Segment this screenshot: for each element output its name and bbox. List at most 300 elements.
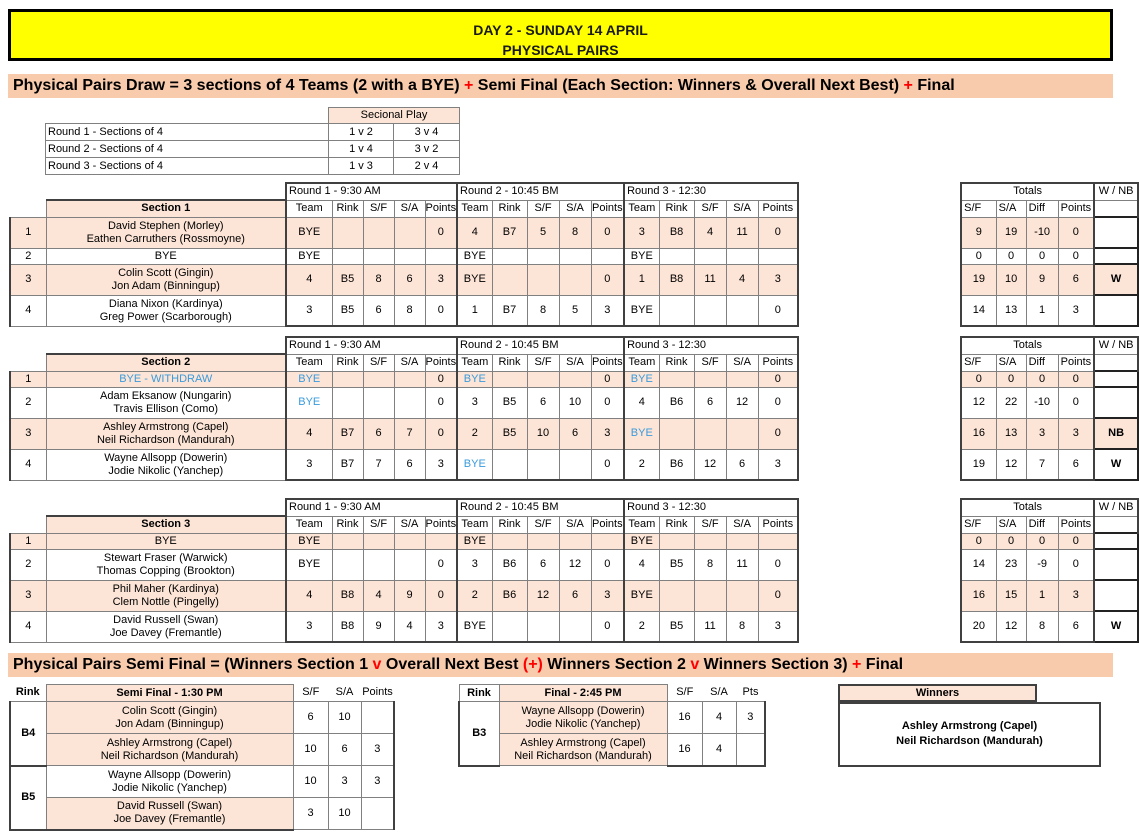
- total-diff: 7: [1026, 449, 1058, 480]
- player-2: Travis Ellison (Como): [113, 402, 219, 415]
- total-points: 0: [1058, 387, 1094, 418]
- round1-header: Round 1 - 9:30 AM: [286, 337, 457, 354]
- player-1: Phil Maher (Kardinya): [112, 582, 219, 595]
- points-cell: 0: [591, 264, 624, 295]
- total-sa: 19: [996, 217, 1026, 248]
- sa-cell: 7: [394, 418, 425, 449]
- total-diff: 0: [1026, 248, 1058, 264]
- team-cell: 3: [286, 449, 332, 480]
- total-sf: 20: [961, 611, 996, 642]
- winners-header: Winners: [838, 684, 1037, 702]
- points-cell: 3: [758, 264, 798, 295]
- match-b: 2 v 4: [394, 158, 460, 175]
- sa-cell: 8: [394, 295, 425, 326]
- winners-box: [838, 702, 1101, 767]
- rink-cell: [332, 387, 363, 418]
- sf-cell: [527, 371, 559, 387]
- winner-player-1: Ashley Armstrong (Capel): [901, 720, 1038, 732]
- team-col-header: Team: [457, 200, 492, 217]
- player-1: BYE: [154, 534, 177, 547]
- final-rink-header: Rink: [459, 685, 499, 702]
- total-points: 0: [1058, 248, 1094, 264]
- player-2: Neil Richardson (Mandurah): [100, 749, 239, 762]
- sf-cell: [527, 248, 559, 264]
- rink-cell: [659, 580, 694, 611]
- team-cell: BYE: [286, 549, 332, 580]
- rink-cell: B7: [332, 418, 363, 449]
- points-cell: 0: [425, 418, 457, 449]
- sf-cell: [694, 371, 726, 387]
- sa-cell: 6: [559, 418, 591, 449]
- semi-sf: 6: [293, 702, 328, 734]
- team-row: [10, 371, 1138, 387]
- team-players: [46, 264, 286, 295]
- rink-cell: [332, 549, 363, 580]
- row-number: 1: [10, 217, 46, 248]
- total-sa: 13: [996, 418, 1026, 449]
- team-col-header: Team: [624, 354, 659, 371]
- player-1: BYE: [154, 249, 177, 262]
- semi-sa-header: S/A: [335, 686, 354, 699]
- sf-cell: [694, 295, 726, 326]
- total-sf: 14: [961, 549, 996, 580]
- wnb-header: W / NB: [1094, 337, 1138, 354]
- points-cell: 3: [591, 295, 624, 326]
- rink-cell: [492, 371, 527, 387]
- plus-sign: +: [903, 77, 913, 94]
- wnb-cell: NB: [1094, 418, 1138, 449]
- points-cell: 3: [425, 449, 457, 480]
- sf-col-header: S/F: [527, 516, 559, 533]
- sa-cell: [726, 248, 758, 264]
- player-2: Jon Adam (Binningup): [111, 279, 220, 292]
- sf-col-header: S/F: [694, 354, 726, 371]
- totals-header: Totals: [961, 337, 1094, 354]
- team-col-header: Team: [624, 200, 659, 217]
- round1-header: Round 1 - 9:30 AM: [286, 183, 457, 200]
- points-col-header: Points: [425, 354, 457, 371]
- wnb-cell: W: [1094, 611, 1138, 642]
- wnb-header: W / NB: [1094, 499, 1138, 516]
- rink-cell: [332, 248, 363, 264]
- player-1: Colin Scott (Gingin): [118, 266, 214, 279]
- row-number: 3: [10, 418, 46, 449]
- sf-col-header: S/F: [363, 354, 394, 371]
- team-row: [10, 549, 1138, 580]
- points-cell: 0: [591, 371, 624, 387]
- versus-mark: v: [372, 656, 382, 673]
- round2-header: Round 2 - 10:45 BM: [457, 183, 624, 200]
- final-pts: 3: [736, 702, 765, 734]
- wnb-header: W / NB: [1094, 183, 1138, 200]
- sa-cell: 8: [559, 217, 591, 248]
- sf-col-header: S/F: [363, 200, 394, 217]
- sf-cell: 11: [694, 264, 726, 295]
- team-players: [46, 418, 286, 449]
- team-players: [46, 533, 286, 549]
- row-number: 3: [10, 264, 46, 295]
- section-table: [9, 182, 1139, 327]
- total-sf: 0: [961, 533, 996, 549]
- sa-cell: [559, 264, 591, 295]
- team-cell: BYE: [457, 248, 492, 264]
- total-sa-header: S/A: [996, 200, 1026, 217]
- totals-header: Totals: [961, 499, 1094, 516]
- section-title: Section 1: [46, 200, 286, 217]
- points-col-header: Points: [425, 200, 457, 217]
- total-points: 0: [1058, 217, 1094, 248]
- team-cell: 4: [286, 580, 332, 611]
- points-col-header: Points: [758, 354, 798, 371]
- total-diff: 0: [1026, 533, 1058, 549]
- day-banner: [8, 9, 1113, 61]
- points-cell: 0: [425, 580, 457, 611]
- final-sa: 4: [702, 734, 736, 766]
- rink-cell: B7: [492, 217, 527, 248]
- sa-col-header: S/A: [559, 516, 591, 533]
- total-points: 3: [1058, 580, 1094, 611]
- sa-col-header: S/A: [394, 516, 425, 533]
- total-diff-header: Diff: [1026, 354, 1058, 371]
- team-players: [46, 217, 286, 248]
- semi-rink: B4: [10, 702, 46, 766]
- total-points: 3: [1058, 295, 1094, 326]
- team-players: [46, 611, 286, 642]
- team-players: [46, 549, 286, 580]
- sf-cell: [363, 387, 394, 418]
- total-points: 0: [1058, 533, 1094, 549]
- points-cell: 3: [425, 611, 457, 642]
- total-sf: 19: [961, 264, 996, 295]
- rink-cell: B6: [659, 449, 694, 480]
- rink-cell: B6: [492, 549, 527, 580]
- total-sa: 12: [996, 449, 1026, 480]
- team-cell: 2: [457, 418, 492, 449]
- team-cell: BYE: [624, 533, 659, 549]
- team-cell: BYE: [286, 217, 332, 248]
- points-cell: [591, 533, 624, 549]
- semi-final-table: [9, 684, 395, 831]
- sf-cell: 5: [527, 217, 559, 248]
- total-sf: 12: [961, 387, 996, 418]
- rink-cell: [659, 418, 694, 449]
- player-2: Jodie Nikolic (Yanchep): [525, 717, 641, 730]
- sa-cell: [559, 611, 591, 642]
- sa-cell: [559, 533, 591, 549]
- sf-cell: [694, 580, 726, 611]
- player-2: Thomas Copping (Brookton): [96, 564, 235, 577]
- points-cell: 0: [591, 217, 624, 248]
- semi-team-players: [46, 734, 293, 766]
- final-team-players: [499, 734, 667, 766]
- sectional-row: [46, 158, 460, 175]
- rink-col-header: Rink: [332, 354, 363, 371]
- points-cell: 0: [758, 580, 798, 611]
- points-cell: 0: [591, 549, 624, 580]
- sa-cell: [559, 248, 591, 264]
- total-sa: 23: [996, 549, 1026, 580]
- semi-text-2: Overall Next Best: [381, 656, 523, 673]
- semi-sa: 10: [328, 702, 361, 734]
- sectional-play-header: Secional Play: [329, 108, 460, 124]
- team-cell: BYE: [457, 371, 492, 387]
- final-team-row: [459, 702, 765, 734]
- sf-col-header: S/F: [694, 200, 726, 217]
- player-2: Jon Adam (Binningup): [115, 717, 224, 730]
- total-diff-header: Diff: [1026, 200, 1058, 217]
- team-col-header: Team: [457, 516, 492, 533]
- rink-cell: B8: [332, 580, 363, 611]
- semi-sa: 6: [328, 734, 361, 766]
- semi-pts: 3: [361, 766, 394, 798]
- wnb-cell: [1094, 387, 1138, 418]
- total-diff: 9: [1026, 264, 1058, 295]
- sa-cell: [726, 295, 758, 326]
- sa-col-header: S/A: [559, 354, 591, 371]
- final-title: Final - 2:45 PM: [499, 685, 667, 702]
- wnb-cell: [1094, 371, 1138, 387]
- player-2: Neil Richardson (Mandurah): [96, 433, 235, 446]
- team-row: [10, 580, 1138, 611]
- points-col-header: Points: [425, 516, 457, 533]
- rink-col-header: Rink: [492, 200, 527, 217]
- round3-header: Round 3 - 12:30: [624, 337, 798, 354]
- row-number: 2: [10, 387, 46, 418]
- team-players: [46, 295, 286, 326]
- total-points: 6: [1058, 449, 1094, 480]
- total-sf: 19: [961, 449, 996, 480]
- row-number: 4: [10, 611, 46, 642]
- semi-pts: 3: [361, 734, 394, 766]
- sa-cell: 4: [394, 611, 425, 642]
- banner-event: PHYSICAL PAIRS: [502, 42, 619, 58]
- wnb-cell: [1094, 549, 1138, 580]
- semi-rink-header: Rink: [15, 686, 40, 699]
- total-diff: 8: [1026, 611, 1058, 642]
- player-2: Neil Richardson (Mandurah): [514, 749, 652, 762]
- points-cell: 3: [758, 611, 798, 642]
- team-col-header: Team: [457, 354, 492, 371]
- sf-cell: [527, 533, 559, 549]
- sa-col-header: S/A: [726, 516, 758, 533]
- sa-cell: [559, 449, 591, 480]
- final-team-row: [459, 734, 765, 766]
- rink-cell: [492, 264, 527, 295]
- sf-cell: 10: [527, 418, 559, 449]
- total-sf: 9: [961, 217, 996, 248]
- total-diff: 3: [1026, 418, 1058, 449]
- sf-cell: 8: [694, 549, 726, 580]
- final-table: [458, 684, 766, 767]
- team-players: [46, 449, 286, 480]
- round-label: Round 2 - Sections of 4: [46, 141, 329, 158]
- team-players: [46, 371, 286, 387]
- row-number: 2: [10, 248, 46, 264]
- points-cell: 0: [758, 549, 798, 580]
- sa-cell: 12: [726, 387, 758, 418]
- semi-sf-header: S/F: [302, 686, 320, 699]
- player-2: Joe Davey (Fremantle): [113, 813, 226, 826]
- total-diff: -10: [1026, 217, 1058, 248]
- team-cell: BYE: [457, 264, 492, 295]
- match-a: 1 v 2: [329, 124, 394, 141]
- final-sa: 4: [702, 702, 736, 734]
- sa-cell: 12: [559, 549, 591, 580]
- sf-cell: [363, 248, 394, 264]
- team-players: [46, 580, 286, 611]
- rink-cell: B5: [332, 295, 363, 326]
- rink-cell: B7: [492, 295, 527, 326]
- points-cell: 3: [425, 264, 457, 295]
- total-points-header: Points: [1058, 200, 1094, 217]
- semi-points-header: Points: [362, 686, 393, 699]
- points-cell: [758, 533, 798, 549]
- sa-cell: 4: [726, 264, 758, 295]
- row-number: 3: [10, 580, 46, 611]
- total-sa: 10: [996, 264, 1026, 295]
- sa-cell: [394, 371, 425, 387]
- semi-team-players: [46, 798, 293, 830]
- total-points: 6: [1058, 611, 1094, 642]
- rink-cell: B5: [332, 264, 363, 295]
- team-cell: 4: [286, 418, 332, 449]
- team-cell: 3: [624, 217, 659, 248]
- team-cell: 4: [624, 387, 659, 418]
- player-1: BYE - WITHDRAW: [119, 372, 213, 385]
- rink-cell: [659, 248, 694, 264]
- round3-header: Round 3 - 12:30: [624, 183, 798, 200]
- total-sf: 0: [961, 371, 996, 387]
- team-cell: BYE: [286, 248, 332, 264]
- sf-cell: 12: [527, 580, 559, 611]
- rink-cell: B5: [659, 611, 694, 642]
- team-cell: BYE: [624, 248, 659, 264]
- row-number: 1: [10, 533, 46, 549]
- match-b: 3 v 4: [394, 124, 460, 141]
- total-diff: -10: [1026, 387, 1058, 418]
- sa-col-header: S/A: [726, 354, 758, 371]
- round1-header: Round 1 - 9:30 AM: [286, 499, 457, 516]
- team-cell: BYE: [624, 580, 659, 611]
- total-points: 6: [1058, 264, 1094, 295]
- semi-team-row: [10, 734, 394, 766]
- sf-cell: 8: [363, 264, 394, 295]
- rink-col-header: Rink: [659, 354, 694, 371]
- round2-header: Round 2 - 10:45 BM: [457, 337, 624, 354]
- winner-player-2: Neil Richardson (Mandurah): [896, 735, 1043, 747]
- rink-col-header: Rink: [659, 516, 694, 533]
- team-cell: 2: [457, 580, 492, 611]
- sa-col-header: S/A: [394, 200, 425, 217]
- plus-sign: +: [464, 77, 474, 94]
- semi-sf: 3: [293, 798, 328, 830]
- semi-team-row: [10, 702, 394, 734]
- final-pts: [736, 734, 765, 766]
- sf-cell: [694, 418, 726, 449]
- sa-cell: 6: [394, 449, 425, 480]
- rink-cell: B8: [332, 611, 363, 642]
- team-cell: BYE: [286, 533, 332, 549]
- sa-cell: [394, 217, 425, 248]
- points-col-header: Points: [591, 516, 624, 533]
- sf-cell: 4: [694, 217, 726, 248]
- player-1: Ashley Armstrong (Capel): [520, 736, 646, 749]
- sf-cell: [363, 533, 394, 549]
- rink-col-header: Rink: [332, 200, 363, 217]
- total-diff: 0: [1026, 371, 1058, 387]
- draw-header-bar: [8, 74, 1113, 98]
- rink-cell: B5: [659, 549, 694, 580]
- rink-cell: B5: [492, 387, 527, 418]
- sf-cell: [363, 549, 394, 580]
- rink-col-header: Rink: [492, 354, 527, 371]
- sf-cell: 6: [527, 549, 559, 580]
- team-cell: 3: [457, 387, 492, 418]
- rink-cell: [332, 371, 363, 387]
- sa-col-header: S/A: [726, 200, 758, 217]
- team-row: [10, 217, 1138, 248]
- player-1: Wayne Allsopp (Dowerin): [107, 768, 232, 781]
- total-diff: 1: [1026, 295, 1058, 326]
- player-1: Ashley Armstrong (Capel): [106, 736, 233, 749]
- player-1: Stewart Fraser (Warwick): [103, 551, 228, 564]
- semi-pts: [361, 702, 394, 734]
- player-1: David Stephen (Morley): [107, 219, 224, 232]
- points-col-header: Points: [591, 200, 624, 217]
- total-sa: 0: [996, 371, 1026, 387]
- rink-cell: [492, 533, 527, 549]
- sa-cell: [394, 549, 425, 580]
- points-cell: 3: [758, 449, 798, 480]
- total-points-header: Points: [1058, 516, 1094, 533]
- sf-cell: 6: [694, 387, 726, 418]
- round-label: Round 1 - Sections of 4: [46, 124, 329, 141]
- total-sf: 14: [961, 295, 996, 326]
- total-sa: 0: [996, 533, 1026, 549]
- total-sf: 0: [961, 248, 996, 264]
- rink-cell: [492, 611, 527, 642]
- sf-cell: [363, 217, 394, 248]
- team-row: [10, 387, 1138, 418]
- rink-cell: B8: [659, 217, 694, 248]
- semi-text-4: Winners Section 3): [699, 656, 852, 673]
- sf-cell: 7: [363, 449, 394, 480]
- match-a: 1 v 3: [329, 158, 394, 175]
- points-cell: [425, 248, 457, 264]
- sa-cell: 9: [394, 580, 425, 611]
- semi-sf: 10: [293, 734, 328, 766]
- team-cell: BYE: [457, 611, 492, 642]
- total-sa-header: S/A: [996, 354, 1026, 371]
- wnb-cell: [1094, 533, 1138, 549]
- semi-pts: [361, 798, 394, 830]
- row-number: 1: [10, 371, 46, 387]
- rink-cell: [332, 533, 363, 549]
- total-sa: 12: [996, 611, 1026, 642]
- total-sf-header: S/F: [961, 516, 996, 533]
- rink-col-header: Rink: [332, 516, 363, 533]
- sa-cell: [726, 418, 758, 449]
- team-row: [10, 449, 1138, 480]
- sf-col-header: S/F: [694, 516, 726, 533]
- semi-text-1: Physical Pairs Semi Final = (Winners Section 1: [13, 656, 373, 673]
- sa-cell: 8: [726, 611, 758, 642]
- round-label: Round 3 - Sections of 4: [46, 158, 329, 175]
- semi-sa: 10: [328, 798, 361, 830]
- player-1: David Russell (Swan): [113, 613, 219, 626]
- rink-cell: [659, 533, 694, 549]
- sf-cell: 6: [363, 418, 394, 449]
